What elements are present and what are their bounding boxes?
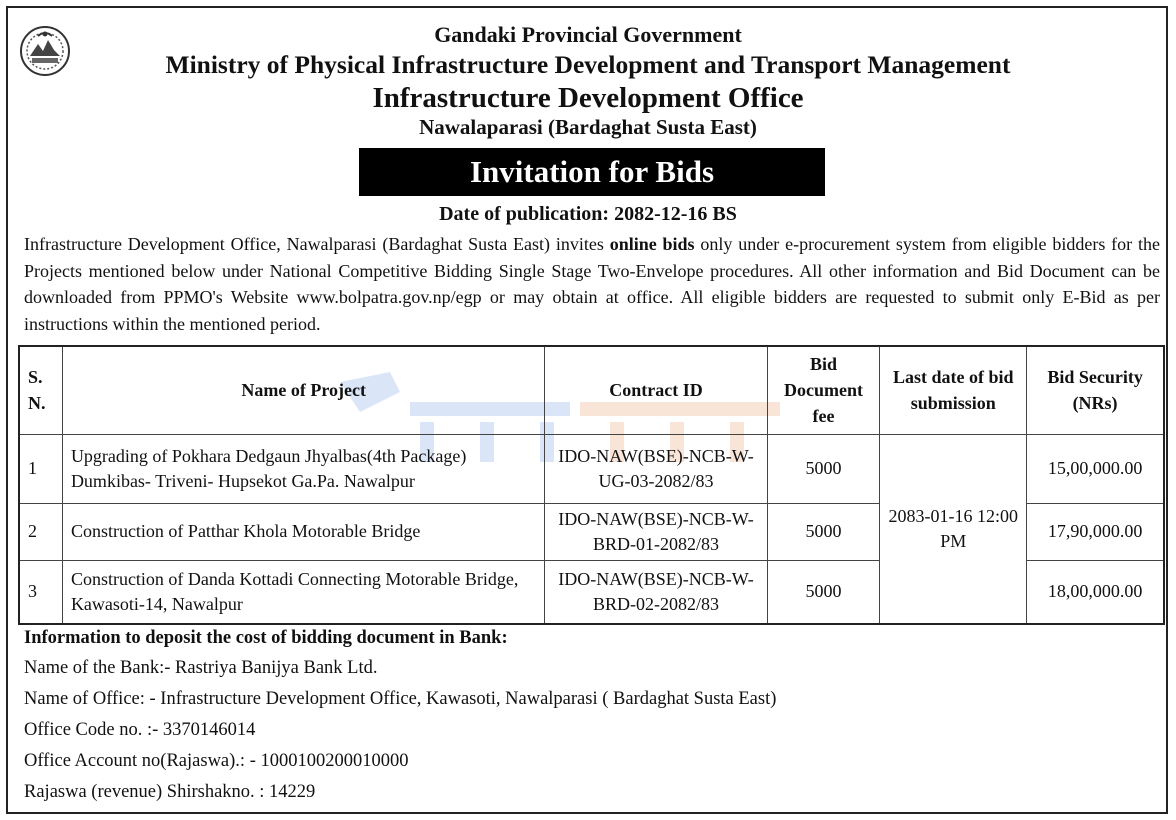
bank-account-number: Office Account no(Rajaswa).: - 1000100200010000 [24, 751, 409, 771]
header-bid-security: Bid Security (NRs) [1027, 346, 1164, 434]
bank-office-name: Name of Office: - Infrastructure Development Office, Kawasoti, Nawalparasi ( Bardaghat Susta East) [24, 689, 777, 709]
row-sn: 2 [19, 503, 62, 560]
office-name: Infrastructure Development Office [372, 82, 804, 114]
bank-name: Name of the Bank:- Rastriya Banijya Bank Ltd. [24, 658, 378, 678]
ministry-name: Ministry of Physical Infrastructure Development and Transport Management [165, 50, 1011, 79]
bank-revenue-head: Rajaswa (revenue) Shirshakno. : 14229 [24, 782, 316, 802]
header-sn: S. N. [19, 346, 62, 434]
publication-date: Date of publication: 2082-12-16 BS [439, 203, 737, 225]
bids-table [18, 345, 1165, 625]
intro-text-rest: only under e-procurement system from eligible bidders for the Projects mentioned below under National Competitive Bidding Single Stage Two-Envelope procedures. All other information and Bid Document can be downloaded from PPMO's Website www.bolpatra.gov.np/egp or may obtain at office. All eligible bidders are requested to submit only E-Bid as per instructions within the mentioned period. [24, 234, 1160, 334]
intro-bold-text: online bids [609, 234, 695, 254]
bank-info-title: Information to deposit the cost of bidding document in Bank: [24, 628, 508, 648]
row-contract-id: IDO-NAW(BSE)-NCB-W-UG-03-2082/83 [545, 434, 767, 503]
table-row [19, 434, 1164, 503]
intro-paragraph [24, 231, 1160, 337]
header-project-name: Name of Project [62, 346, 544, 434]
row-sn: 3 [19, 560, 62, 624]
table-header-row [19, 346, 1164, 434]
row-document-fee: 5000 [767, 503, 880, 560]
notice-title-bar: Invitation for Bids [359, 148, 825, 196]
row-contract-id: IDO-NAW(BSE)-NCB-W-BRD-02-2082/83 [545, 560, 767, 624]
row-bid-security: 18,00,000.00 [1027, 560, 1164, 624]
office-location: Nawalaparasi (Bardaghat Susta East) [419, 115, 757, 139]
row-contract-id: IDO-NAW(BSE)-NCB-W-BRD-01-2082/83 [545, 503, 767, 560]
header-contract-id: Contract ID [545, 346, 767, 434]
government-name: Gandaki Provincial Government [434, 22, 742, 47]
row-bid-security: 17,90,000.00 [1027, 503, 1164, 560]
row-bid-security: 15,00,000.00 [1027, 434, 1164, 503]
header-document-fee: Bid Document fee [767, 346, 880, 434]
last-submission-date: 2083-01-16 12:00 PM [880, 434, 1027, 624]
row-document-fee: 5000 [767, 434, 880, 503]
row-project-name: Upgrading of Pokhara Dedgaun Jhyalbas(4th Package) Dumkibas- Triveni- Hupsekot Ga.Pa. Nawalpur [62, 434, 544, 503]
row-project-name: Construction of Danda Kottadi Connecting Motorable Bridge, Kawasoti-14, Nawalpur [62, 560, 544, 624]
header-last-date: Last date of bid submission [880, 346, 1027, 434]
intro-text: Infrastructure Development Office, Nawalparasi (Bardaghat Susta East) invites [24, 234, 610, 254]
row-sn: 1 [19, 434, 62, 503]
bank-office-code: Office Code no. :- 3370146014 [24, 720, 256, 740]
row-project-name: Construction of Patthar Khola Motorable Bridge [62, 503, 544, 560]
row-document-fee: 5000 [767, 560, 880, 624]
